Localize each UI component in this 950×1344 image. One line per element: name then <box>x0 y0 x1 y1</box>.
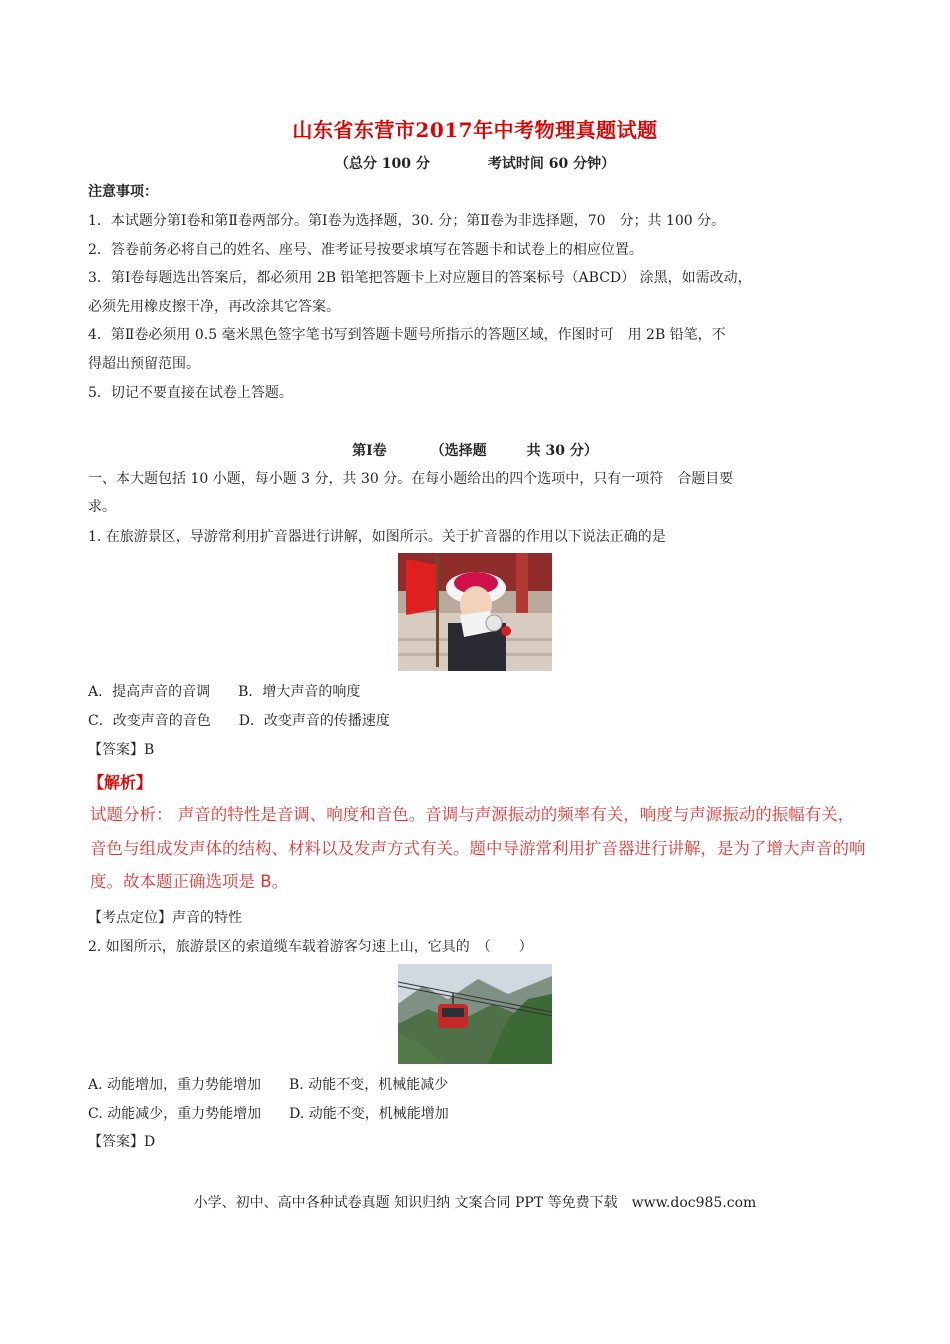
question-1-options: A．提高声音的音调 B．增大声音的响度 <box>88 684 361 700</box>
notice-item: 2．答卷前务必将自己的姓名、座号、准考证号按要求填写在答题卡和试卷上的相应位置。 <box>88 242 643 258</box>
notice-item: 必须先用橡皮擦干净，再改涂其它答案。 <box>88 299 340 315</box>
question-2-answer: 【答案】D <box>88 1134 156 1150</box>
analysis-heading: 【解析】 <box>88 773 153 792</box>
exam-info <box>0 153 950 173</box>
analysis-text: 试题分析： 声音的特性是音调、响度和音色。音调与声源振动的频率有关，响度与声源振动的振幅有关， <box>90 805 855 824</box>
section-score: 共 30 分） <box>526 443 598 459</box>
section-part: 第Ⅰ卷 <box>352 443 387 459</box>
notice-item: 3．第Ⅰ卷每题选出答案后，都必须用 2B 铅笔把答题卡上对应题目的答案标号（ABCD） 涂黑，如需改动， <box>88 270 752 286</box>
tour-guide-megaphone-image <box>398 553 552 671</box>
page-footer: 小学、初中、高中各种试卷真题 知识归纳 文案合同 PPT 等免费下载 www.doc985.com <box>193 1195 757 1211</box>
notice-heading: 注意事项： <box>88 184 158 200</box>
question-1-options: C．改变声音的音色 D．改变声音的传播速度 <box>88 713 390 729</box>
analysis-text: 度。故本题正确选项是 B。 <box>90 872 289 891</box>
analysis-text: 音色与组成发声体的结构、材料以及发声方式有关。题中导游常利用扩音器进行讲解，是为了增大声音的响 <box>90 839 866 858</box>
question-2-options: C. 动能减少，重力势能增加 D. 动能不变，机械能增加 <box>88 1106 449 1122</box>
question-2-options: A. 动能增加，重力势能增加 B. 动能不变，机械能减少 <box>88 1077 449 1093</box>
section-heading <box>0 440 950 460</box>
cable-car-image <box>398 964 552 1064</box>
notice-item: 5．切记不要直接在试卷上答题。 <box>88 385 293 401</box>
knowledge-point: 【考点定位】声音的特性 <box>88 910 242 926</box>
section-intro: 求。 <box>88 499 116 515</box>
page-title: 山东省东营市2017年中考物理真题试题 <box>292 118 658 142</box>
question-1-answer: 【答案】B <box>88 742 155 758</box>
question-1-stem: 1. 在旅游景区，导游常利用扩音器进行讲解，如图所示。关于扩音器的作用以下说法正确的是 <box>88 529 666 545</box>
total-score: （总分 100 分 <box>334 156 430 172</box>
notice-item: 1．本试题分第Ⅰ卷和第Ⅱ卷两部分。第Ⅰ卷为选择题，30. 分；第Ⅱ卷为非选择题，70 分；共 100 分。 <box>88 213 726 229</box>
notice-item: 4．第Ⅱ卷必须用 0.5 毫米黑色签字笔书写到答题卡题号所指示的答题区域，作图时可 用 2B 铅笔，不 <box>88 327 726 343</box>
section-intro: 一、本大题包括 10 小题，每小题 3 分，共 30 分。在每小题给出的四个选项中，只有一项符 合题目要 <box>88 471 734 487</box>
exam-time: 考试时间 60 分钟） <box>487 156 616 172</box>
question-2-stem: 2. 如图所示，旅游景区的索道缆车载着游客匀速上山，它具的 （ ） <box>88 939 533 955</box>
notice-item: 得超出预留范围。 <box>88 356 200 372</box>
section-type: （选择题 <box>430 443 487 459</box>
